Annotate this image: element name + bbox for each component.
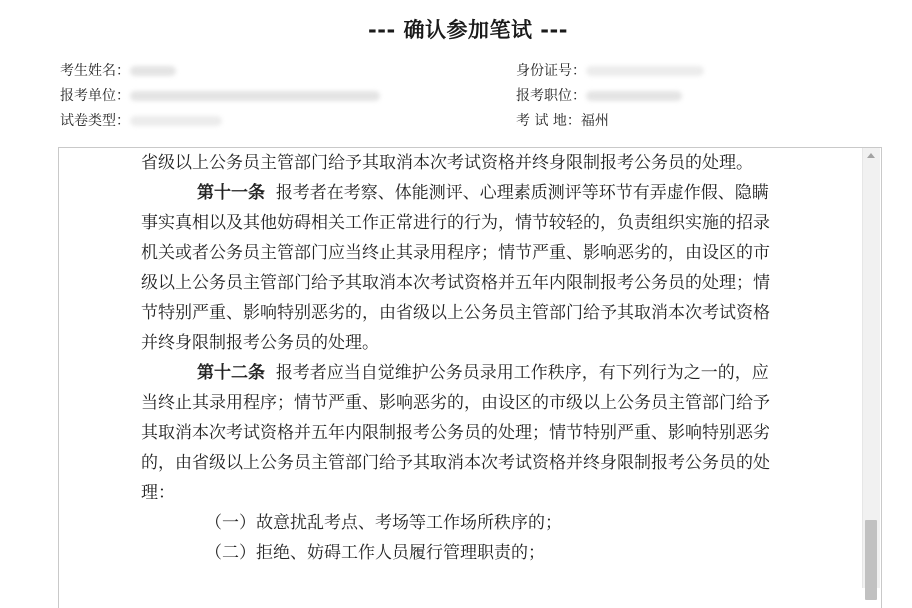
- scroll-up-arrow-icon[interactable]: [867, 153, 875, 158]
- apply-unit-label: 报考单位：: [60, 88, 130, 104]
- exam-location-label: 考 试 地：: [516, 113, 581, 129]
- apply-unit-row: [60, 86, 380, 106]
- apply-position-redacted: [586, 91, 682, 101]
- article-12-text: 报考者应当自觉维护公务员录用工作秩序，有下列行为之一的，应当终止其录用程序；情节严重、影响恶劣的，由设区的市级以上公务员主管部门给予其取消本次考试资格并五年内限制报考公务员的处理；情节特别严重、影响特别恶劣的，由省级以上公务员主管部门给予其取消本次考试资格并终身限制报考公务员的处理：: [141, 363, 770, 503]
- id-number-row: [516, 61, 704, 81]
- scrollbar-thumb[interactable]: [865, 520, 877, 600]
- article-12-item-1: （一）故意扰乱考点、考场等工作场所秩序的；: [205, 513, 562, 533]
- article-12-number: 第十二条: [197, 363, 265, 383]
- exam-location-value: 福州: [580, 113, 609, 129]
- regulations-text: [141, 148, 783, 568]
- paper-type-label: 试卷类型：: [60, 113, 130, 129]
- page-title: --- 确认参加笔试 ---: [368, 18, 568, 42]
- candidate-name-row: [60, 61, 176, 81]
- exam-location-row: [516, 111, 609, 131]
- regulations-scroll-box[interactable]: [58, 147, 882, 608]
- candidate-name-label: 考生姓名：: [60, 63, 130, 79]
- paragraph-tail: 省级以上公务员主管部门给予其取消本次考试资格并终身限制报考公务员的处理。: [141, 153, 753, 173]
- article-11-number: 第十一条: [197, 183, 265, 203]
- apply-position-row: [516, 86, 682, 106]
- id-number-label: 身份证号：: [516, 63, 586, 79]
- article-12: [141, 358, 783, 508]
- article-11-text: 报考者在考察、体能测评、心理素质测评等环节有弄虚作假、隐瞒事实真相以及其他妨碍相关工作正常进行的行为，情节较轻的，负责组织实施的招录机关或者公务员主管部门应当终止其录用程序；情节严重、影响恶劣的，由设区的市级以上公务员主管部门给予其取消本次考试资格并五年内限制报考公务员的处理；情节特别严重、影响特别恶劣的，由省级以上公务员主管部门给予其取消本次考试资格并终身限制报考公务员的处理。: [141, 183, 770, 353]
- apply-unit-redacted: [130, 91, 380, 101]
- id-number-redacted: [586, 66, 704, 76]
- paper-type-row: [60, 111, 222, 131]
- candidate-name-redacted: [130, 66, 176, 76]
- apply-position-label: 报考职位：: [516, 88, 586, 104]
- article-11: [141, 178, 783, 358]
- paper-type-redacted: [130, 116, 222, 126]
- vertical-scrollbar[interactable]: [862, 148, 880, 588]
- article-12-item-2: （二）拒绝、妨碍工作人员履行管理职责的；: [205, 543, 545, 563]
